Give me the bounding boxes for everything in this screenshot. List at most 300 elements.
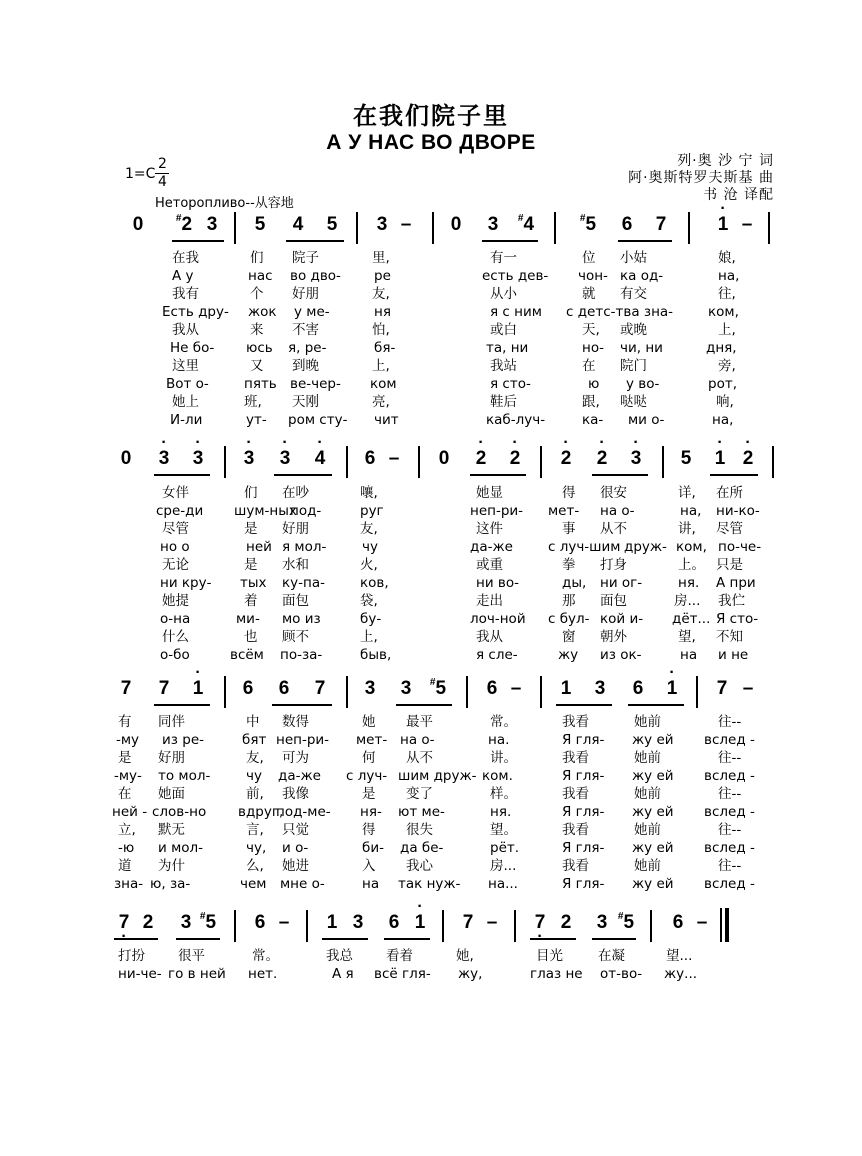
- lyric: 是: [362, 786, 376, 802]
- lyric: 我看: [562, 714, 589, 730]
- lyric: 院门: [620, 358, 647, 374]
- final-barline-thin: [720, 908, 722, 942]
- lyric: 往--: [718, 822, 742, 838]
- lyric: Я сто-: [716, 611, 759, 627]
- lyric: 好朋: [282, 521, 309, 537]
- note: 7: [655, 214, 667, 235]
- lyric: 她,: [456, 948, 474, 964]
- lyric: на: [362, 876, 380, 892]
- note: 0: [120, 448, 132, 469]
- lyric: да-же: [278, 768, 321, 784]
- note: 6: [621, 214, 633, 235]
- lyric: и мол-: [158, 840, 204, 856]
- note: #4: [517, 213, 535, 235]
- lyric: 好朋: [292, 286, 319, 302]
- barline: [234, 910, 236, 942]
- lyric: неп-ри-: [276, 732, 330, 748]
- lyric: 只是: [716, 557, 743, 573]
- lyric: с бул-: [548, 611, 590, 627]
- lyric: 们: [250, 250, 264, 266]
- lyric: 中: [246, 714, 260, 730]
- lyric: нет.: [248, 966, 278, 982]
- beam-underline: [628, 704, 684, 706]
- lyric: из ре-: [162, 732, 204, 748]
- lyric: кой и-: [600, 611, 644, 627]
- lyric: 得: [562, 485, 576, 501]
- lyric: 在所: [716, 485, 743, 501]
- barline: [688, 212, 690, 244]
- note: · 2: [743, 448, 754, 470]
- lyric: А у: [172, 268, 194, 284]
- lyric: 娘,: [718, 250, 736, 266]
- note: 5: [254, 214, 266, 235]
- lyric: 面包: [282, 593, 309, 609]
- lyric: 往--: [718, 858, 742, 874]
- lyric: 变了: [406, 786, 433, 802]
- lyric: 亮,: [372, 394, 390, 410]
- barline: [650, 910, 652, 942]
- lyric: 拳: [562, 557, 576, 573]
- lyric: 入: [362, 858, 376, 874]
- beam-underline: [396, 704, 452, 706]
- lyric: ня-: [360, 804, 382, 820]
- lyric: 友,: [246, 750, 264, 766]
- note: 7: [158, 678, 170, 699]
- note: 0: [450, 214, 462, 235]
- lyric: слов-но: [152, 804, 207, 820]
- lyric: ня: [374, 304, 391, 320]
- lyric: 位: [582, 250, 596, 266]
- note: 7: [120, 678, 132, 699]
- lyric: 友,: [372, 286, 390, 302]
- lyric: 她提: [162, 593, 189, 609]
- lyric: 是: [118, 750, 132, 766]
- lyric: ни-ко-: [716, 503, 760, 519]
- lyric: 响,: [716, 394, 734, 410]
- lyric: ром сту-: [288, 412, 348, 428]
- lyric: жу ей: [632, 768, 674, 784]
- lyricist-credit: 列·奥 沙 宁 词: [677, 153, 774, 169]
- lyric: жу ей: [632, 732, 674, 748]
- lyric: по-че-: [718, 539, 762, 555]
- lyric: 就: [582, 286, 596, 302]
- note: · 3: [244, 448, 255, 470]
- lyric: 同伴: [158, 714, 185, 730]
- lyric: шум-ных: [234, 503, 297, 519]
- note: –: [510, 678, 522, 699]
- note: · 1: [193, 678, 204, 700]
- lyric: вслед -: [704, 840, 755, 856]
- lyric: но о: [160, 539, 190, 555]
- time-signature-top: 2: [158, 156, 167, 172]
- lyric: 往--: [718, 714, 742, 730]
- lyric: Не бо-: [170, 340, 215, 356]
- lyric: Есть дру-: [162, 304, 229, 320]
- note: · 1: [415, 912, 426, 934]
- lyric: ня.: [678, 575, 700, 591]
- lyric: 得: [362, 822, 376, 838]
- lyric: 打扮: [118, 948, 145, 964]
- beam-underline: [384, 938, 430, 940]
- lyric: 是: [244, 557, 258, 573]
- lyric: 道: [118, 858, 132, 874]
- lyric: 常。: [490, 714, 517, 730]
- barline: [768, 212, 770, 244]
- lyric: ка од-: [620, 268, 664, 284]
- lyric: А при: [716, 575, 756, 591]
- barline: [224, 676, 226, 708]
- lyric: 在凝: [598, 948, 625, 964]
- final-barline-thick: [725, 908, 729, 942]
- barline: [696, 676, 698, 708]
- lyric: 有交: [620, 286, 647, 302]
- lyric: 尽管: [716, 521, 743, 537]
- lyric: жу...: [664, 966, 698, 982]
- note: #5: [429, 677, 447, 699]
- lyric: 上,: [718, 322, 736, 338]
- note: · 2: [597, 448, 608, 470]
- barline: [540, 676, 542, 708]
- lyric: на,: [712, 412, 734, 428]
- lyric: зна-: [114, 876, 144, 892]
- note: · 1: [667, 678, 678, 700]
- note: –: [741, 214, 753, 235]
- lyric: 顾不: [282, 629, 309, 645]
- beam-underline: [592, 938, 636, 940]
- lyric: вслед -: [704, 768, 755, 784]
- lyric: с луч-шим: [548, 539, 621, 555]
- lyric: 房...: [674, 593, 701, 609]
- lyric: 个: [250, 286, 264, 302]
- lyric: 立,: [118, 822, 136, 838]
- lyric: 我从: [476, 629, 503, 645]
- lyric: ни-че-: [118, 966, 162, 982]
- lyric: 我看: [562, 750, 589, 766]
- key-signature: 1=C: [125, 166, 156, 182]
- lyric: на...: [488, 876, 518, 892]
- lyric: ком: [370, 376, 397, 392]
- lyric: ку-па-: [282, 575, 325, 591]
- staff-line-3: [0, 678, 862, 708]
- lyric: тых: [240, 575, 267, 591]
- note: #5: [617, 911, 635, 933]
- lyric: 天,: [582, 322, 600, 338]
- lyric: ка-: [582, 412, 604, 428]
- note: 6: [364, 448, 376, 469]
- note: 3: [487, 214, 499, 235]
- beam-underline: [710, 474, 758, 476]
- staff-line-4: [0, 912, 862, 942]
- beam-underline: [482, 240, 538, 242]
- lyric: 女伴: [162, 485, 189, 501]
- lyric: 她进: [282, 858, 309, 874]
- lyric: ми-: [236, 611, 260, 627]
- note: 3: [206, 214, 218, 235]
- lyric: 常。: [252, 948, 279, 964]
- lyric: 水和: [282, 557, 309, 573]
- lyric: во дво-: [290, 268, 341, 284]
- lyric: 她显: [476, 485, 503, 501]
- lyric: но-: [582, 340, 604, 356]
- lyric: 这件: [476, 521, 503, 537]
- note: 7: [716, 678, 728, 699]
- note: 7 ·: [119, 912, 130, 934]
- beam-underline: [172, 240, 224, 242]
- lyric: 我看: [562, 786, 589, 802]
- lyric: 朝外: [600, 629, 627, 645]
- barline: [346, 446, 348, 478]
- lyric: 走出: [476, 593, 503, 609]
- lyric: у во-: [626, 376, 660, 392]
- note: #2: [175, 213, 193, 235]
- lyric: под-ме-: [276, 804, 331, 820]
- note: · 4: [315, 448, 326, 470]
- lyric: ком.: [482, 768, 513, 784]
- lyric: 不知: [716, 629, 743, 645]
- lyric: 样。: [490, 786, 517, 802]
- lyric: ня.: [490, 804, 512, 820]
- tempo-marking: Неторопливо--从容地: [155, 196, 294, 211]
- beam-underline: [154, 474, 210, 476]
- lyric: 详,: [678, 485, 696, 501]
- lyric: 从不: [406, 750, 433, 766]
- note: –: [742, 678, 754, 699]
- lyric: юсь: [246, 340, 273, 356]
- lyric: 我站: [490, 358, 517, 374]
- lyric: 她上: [172, 394, 199, 410]
- lyric: 那: [562, 593, 576, 609]
- lyric: руг: [360, 503, 384, 519]
- lyric: с луч-: [346, 768, 388, 784]
- note: 3: [594, 678, 606, 699]
- lyric: 可为: [282, 750, 309, 766]
- lyric: нас: [248, 268, 273, 284]
- barline: [554, 212, 556, 244]
- lyric: рёт.: [490, 840, 520, 856]
- barline: [224, 446, 226, 478]
- barline: [772, 446, 774, 478]
- lyric: 好朋: [158, 750, 185, 766]
- lyric: 她面: [158, 786, 185, 802]
- lyric: от-во-: [600, 966, 643, 982]
- lyric: И-ли: [170, 412, 203, 428]
- lyric: мет-: [356, 732, 388, 748]
- lyric: чу: [362, 539, 378, 555]
- lyric: 她前: [634, 858, 661, 874]
- lyric: жу ей: [632, 804, 674, 820]
- lyric: А я: [332, 966, 354, 982]
- lyrics-block-3: [0, 713, 862, 893]
- lyric: 我有: [172, 286, 199, 302]
- lyric: 着: [244, 593, 258, 609]
- lyric: 不害: [292, 322, 319, 338]
- note: · 3: [159, 448, 170, 470]
- lyric: 房...: [490, 858, 517, 874]
- lyric: 到晚: [292, 358, 319, 374]
- lyrics-block-4: [0, 947, 862, 983]
- note: 6: [388, 912, 400, 933]
- barline: [662, 446, 664, 478]
- lyric: вслед -: [704, 876, 755, 892]
- lyric: жок: [248, 304, 277, 320]
- note: 6: [278, 678, 290, 699]
- beam-underline: [154, 704, 210, 706]
- barline: [432, 212, 434, 244]
- lyric: 袋,: [360, 593, 378, 609]
- lyric: 望。: [490, 822, 517, 838]
- lyric: чу: [246, 768, 262, 784]
- lyric: под-: [290, 503, 322, 519]
- lyric: всё гля-: [374, 966, 431, 982]
- lyric: 里,: [372, 250, 390, 266]
- lyric: по-за-: [280, 647, 323, 663]
- note: 6: [632, 678, 644, 699]
- lyric: 也: [244, 629, 258, 645]
- lyric: 院子: [292, 250, 319, 266]
- credits: [628, 153, 774, 204]
- lyric: 或白: [490, 322, 517, 338]
- barline: [356, 212, 358, 244]
- barline: [514, 910, 516, 942]
- lyric: 打身: [600, 557, 627, 573]
- lyric: ни кру-: [160, 575, 212, 591]
- lyric: 友,: [360, 521, 378, 537]
- note: · 1: [718, 214, 729, 236]
- lyric: ют ме-: [398, 804, 445, 820]
- note: 3: [352, 912, 364, 933]
- lyric: да бе-: [400, 840, 444, 856]
- lyric: глаз не: [530, 966, 583, 982]
- lyric: о-на: [160, 611, 191, 627]
- lyric: 望,: [678, 629, 696, 645]
- barline: [418, 446, 420, 478]
- note: · 2: [476, 448, 487, 470]
- lyric: 我像: [282, 786, 309, 802]
- note: · 3: [631, 448, 642, 470]
- lyric: 面包: [600, 593, 627, 609]
- lyric: на о-: [400, 732, 435, 748]
- lyric: 她前: [634, 750, 661, 766]
- lyric: 讲。: [490, 750, 517, 766]
- lyric: дёт...: [672, 611, 711, 627]
- note: 3: [596, 912, 608, 933]
- lyric: 我看: [562, 822, 589, 838]
- time-signature-bottom: 4: [158, 174, 167, 190]
- lyric: вдруг,: [238, 804, 284, 820]
- lyric: неп-ри-: [470, 503, 524, 519]
- note: #5: [199, 911, 217, 933]
- lyric: ве-чер-: [290, 376, 341, 392]
- note: 0: [438, 448, 450, 469]
- lyric: ю: [588, 376, 600, 392]
- lyric: 无论: [162, 557, 189, 573]
- note: –: [486, 912, 498, 933]
- lyric: би-: [362, 840, 384, 856]
- lyric: 看着: [386, 948, 413, 964]
- lyric: 很平: [178, 948, 205, 964]
- lyric: 是: [244, 521, 258, 537]
- note: 3: [180, 912, 192, 933]
- composer-credit: 阿·奥斯特罗夫斯基 曲: [628, 170, 774, 186]
- lyric: 我伫: [718, 593, 745, 609]
- lyric: ни во-: [476, 575, 519, 591]
- note: · 3: [193, 448, 204, 470]
- lyrics-block-2: [0, 484, 862, 664]
- title-chinese: 在我们院子里: [353, 101, 509, 130]
- lyric: на: [680, 647, 698, 663]
- lyric: 或晚: [620, 322, 647, 338]
- lyric: 很失: [406, 822, 433, 838]
- lyric: быв,: [360, 647, 392, 663]
- lyric: 前,: [246, 786, 264, 802]
- lyric: 我总: [326, 948, 353, 964]
- lyric: чем: [240, 876, 267, 892]
- lyric: Я гля-: [562, 804, 605, 820]
- beam-underline: [272, 704, 332, 706]
- lyric: 上,: [360, 629, 378, 645]
- lyric: ком,: [676, 539, 707, 555]
- note: 2: [560, 912, 572, 933]
- barline: [466, 676, 468, 708]
- lyric: -ю: [118, 840, 135, 856]
- note: · 2: [510, 448, 521, 470]
- lyric: 她前: [634, 714, 661, 730]
- lyric: 嚷,: [360, 485, 378, 501]
- lyric: ми о-: [628, 412, 665, 428]
- lyric: Я гля-: [562, 768, 605, 784]
- lyric: 往--: [718, 750, 742, 766]
- barline: [306, 910, 308, 942]
- beam-underline: [274, 474, 332, 476]
- lyric: на,: [680, 503, 702, 519]
- lyric: из ок-: [600, 647, 642, 663]
- note: –: [278, 912, 290, 933]
- beam-underline: [470, 474, 526, 476]
- lyric: 小姑: [620, 250, 647, 266]
- beam-underline: [176, 938, 220, 940]
- note: 6: [486, 678, 498, 699]
- lyric: Я гля-: [562, 840, 605, 856]
- lyric: 我从: [172, 322, 199, 338]
- note: 1: [560, 678, 572, 699]
- lyric: 火,: [360, 557, 378, 573]
- lyric: 有一: [490, 250, 517, 266]
- lyric: жу ей: [632, 876, 674, 892]
- lyric: бу-: [360, 611, 382, 627]
- lyric: и о-: [282, 840, 309, 856]
- lyric: так нуж-: [398, 876, 461, 892]
- lyric: 她: [362, 714, 376, 730]
- lyric: дня,: [706, 340, 737, 356]
- lyric: ре: [374, 268, 391, 284]
- lyric: сре-ди: [156, 503, 204, 519]
- lyric: жу,: [458, 966, 483, 982]
- lyric: на о-: [600, 503, 635, 519]
- note: 4: [292, 214, 304, 235]
- note: 7: [314, 678, 326, 699]
- lyric: ней: [246, 539, 272, 555]
- lyric: ю, за-: [150, 876, 191, 892]
- note: 5: [326, 214, 338, 235]
- lyric: я с ним: [490, 304, 542, 320]
- beam-underline: [286, 240, 344, 242]
- lyric: жу ей: [632, 840, 674, 856]
- lyric: мет-: [548, 503, 580, 519]
- lyric: да-же: [470, 539, 513, 555]
- lyric: есть дев-: [482, 268, 549, 284]
- lyric: я, ре-: [288, 340, 327, 356]
- lyric: чи, ни: [620, 340, 663, 356]
